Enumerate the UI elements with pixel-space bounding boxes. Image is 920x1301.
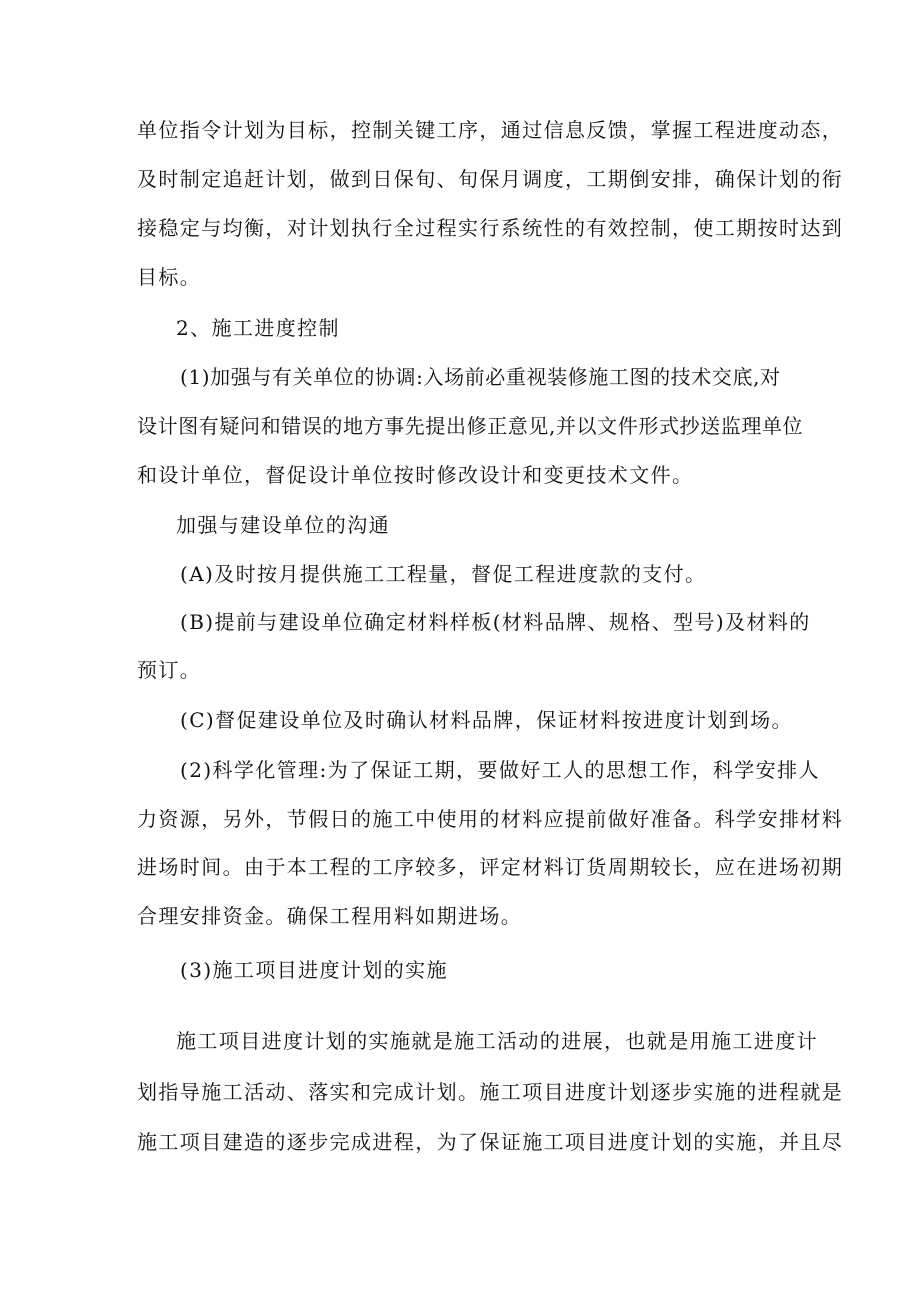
paragraph-line: 设计图有疑问和错误的地方事先提出修正意见,并以文件形式抄送监理单位	[137, 414, 804, 438]
paragraph-line: 施工项目进度计划的实施就是施工活动的进展，也就是用施工进度计	[176, 1029, 818, 1053]
subheading: (3)施工项目进度计划的实施	[180, 958, 448, 982]
paragraph-line: 目标。	[137, 265, 202, 289]
paragraph-line: (1)加强与有关单位的协调:入场前必重视装修施工图的技术交底,对	[180, 365, 781, 389]
paragraph-line: 和设计单位，督促设计单位按时修改设计和变更技术文件。	[137, 463, 694, 487]
paragraph-line: 预订。	[137, 658, 202, 682]
paragraph-line: 及时制定追赶计划，做到日保旬、旬保月调度，工期倒安排，确保计划的衔	[137, 167, 844, 191]
paragraph-line: 划指导施工活动、落实和完成计划。施工项目进度计划逐步实施的进程就是	[137, 1080, 844, 1104]
paragraph-line: (2)科学化管理:为了保证工期，要做好工人的思想工作，科学安排人	[180, 758, 820, 782]
list-item: (A)及时按月提供施工工程量，督促工程进度款的支付。	[180, 562, 707, 586]
list-item: (C)督促建设单位及时确认材料品牌，保证材料按进度计划到场。	[180, 708, 793, 732]
paragraph-line: 力资源，另外，节假日的施工中使用的材料应提前做好准备。科学安排材料	[137, 807, 844, 831]
paragraph-line: 进场时间。由于本工程的工序较多，评定材料订货周期较长，应在进场初期	[137, 855, 844, 879]
section-heading: 2、施工进度控制	[176, 316, 340, 340]
paragraph-line: 合理安排资金。确保工程用料如期进场。	[137, 904, 523, 928]
subheading: 加强与建设单位的沟通	[176, 513, 390, 537]
paragraph-line: 接稳定与均衡，对计划执行全过程实行系统性的有效控制，使工期按时达到	[137, 216, 844, 240]
paragraph-line: 施工项目建造的逐步完成进程，为了保证施工项目进度计划的实施，并且尽	[137, 1130, 844, 1154]
paragraph-line: 单位指令计划为目标，控制关键工序，通过信息反馈，掌握工程进度动态，	[137, 118, 844, 142]
list-item: (B)提前与建设单位确定材料样板(材料品牌、规格、型号)及材料的	[180, 610, 811, 634]
